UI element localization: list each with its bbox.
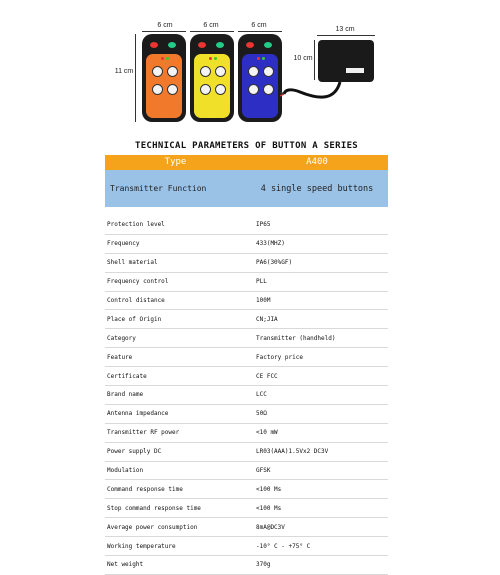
row-value: PA6(30%GF) bbox=[256, 259, 293, 267]
row-label: Feature bbox=[107, 353, 133, 361]
row-value: CN;JIA bbox=[256, 315, 278, 323]
row-label: Frequency bbox=[107, 240, 140, 248]
start-button-icon bbox=[216, 42, 224, 48]
table-row bbox=[105, 556, 388, 575]
row-value: IP65 bbox=[256, 221, 271, 229]
dim-line-1 bbox=[142, 31, 186, 32]
row-label: Antenna impedance bbox=[107, 410, 169, 418]
led-icon bbox=[257, 57, 260, 60]
row-label: Place of Origin bbox=[107, 315, 162, 323]
led-icon bbox=[262, 57, 265, 60]
dim-width-1: 6 cm bbox=[157, 22, 173, 29]
button-3-icon bbox=[248, 84, 259, 95]
table-row bbox=[105, 235, 388, 254]
table-row bbox=[105, 537, 388, 556]
row-value: 8mA@DC3V bbox=[256, 523, 285, 531]
dim-receiver-height: 10 cm bbox=[293, 55, 313, 62]
start-button-icon bbox=[264, 42, 272, 48]
button-4-icon bbox=[167, 84, 178, 95]
dim-vline-height bbox=[135, 34, 136, 122]
parameter-rows bbox=[105, 216, 388, 575]
stop-button-icon bbox=[198, 42, 206, 48]
button-4-icon bbox=[215, 84, 226, 95]
row-label: Protection level bbox=[107, 221, 165, 229]
remote-yellow-face bbox=[194, 54, 230, 118]
row-value: <10 mW bbox=[256, 429, 278, 437]
table-row bbox=[105, 273, 388, 292]
led-icon bbox=[161, 57, 164, 60]
button-2-icon bbox=[167, 66, 178, 77]
header-type-value: A400 bbox=[306, 157, 328, 167]
table-row bbox=[105, 480, 388, 499]
dim-width-2: 6 cm bbox=[203, 22, 219, 29]
row-label: Category bbox=[107, 334, 136, 342]
table-row bbox=[105, 329, 388, 348]
row-label: Working temperature bbox=[107, 542, 176, 550]
row-value: Factory price bbox=[256, 353, 303, 361]
function-value: 4 single speed buttons bbox=[260, 183, 374, 194]
row-value: -10° C - +75° C bbox=[256, 542, 311, 550]
function-row bbox=[105, 170, 388, 207]
header-type-label: Type bbox=[164, 157, 187, 167]
table-header-row bbox=[105, 155, 388, 170]
row-label: Net weight bbox=[107, 561, 144, 569]
table-row bbox=[105, 292, 388, 311]
dim-line-3 bbox=[238, 31, 282, 32]
row-label: Average power consumption bbox=[107, 523, 198, 531]
stop-button-icon bbox=[150, 42, 158, 48]
led-icon bbox=[214, 57, 217, 60]
table-title: TECHNICAL PARAMETERS OF BUTTON A SERIES bbox=[134, 141, 359, 151]
row-value: <100 Ms bbox=[256, 504, 282, 512]
row-label: Stop command response time bbox=[107, 504, 201, 512]
row-value: 433(MHZ) bbox=[256, 240, 285, 248]
row-value: GFSK bbox=[256, 467, 271, 475]
row-value: LR03(AAA)1.5Vx2 DC3V bbox=[256, 448, 329, 456]
stop-button-icon bbox=[246, 42, 254, 48]
function-label: Transmitter Function bbox=[110, 184, 207, 193]
row-label: Shell material bbox=[107, 259, 158, 267]
table-row bbox=[105, 499, 388, 518]
button-3-icon bbox=[152, 84, 163, 95]
row-label: Control distance bbox=[107, 297, 165, 304]
dim-width-3: 6 cm bbox=[251, 22, 267, 29]
button-2-icon bbox=[215, 66, 226, 77]
receiver-cable-icon bbox=[280, 70, 360, 120]
row-label: Transmitter RF power bbox=[107, 429, 180, 437]
row-value: PLL bbox=[256, 278, 267, 286]
remote-blue bbox=[238, 34, 282, 122]
remote-yellow bbox=[190, 34, 234, 122]
led-icon bbox=[209, 57, 212, 60]
row-value: CE FCC bbox=[256, 372, 278, 380]
button-4-icon bbox=[263, 84, 274, 95]
table-row bbox=[105, 424, 388, 443]
dim-receiver-width: 13 cm bbox=[335, 26, 355, 33]
dim-height: 11 cm bbox=[114, 68, 134, 75]
button-2-icon bbox=[263, 66, 274, 77]
row-label: Modulation bbox=[107, 467, 144, 475]
row-value: <100 Ms bbox=[256, 485, 282, 493]
row-value: Transmitter (handheld) bbox=[256, 334, 336, 342]
dim-line-receiver bbox=[317, 35, 375, 36]
table-row bbox=[105, 216, 388, 235]
row-label: Frequency control bbox=[107, 278, 169, 286]
table-row bbox=[105, 367, 388, 386]
product-image bbox=[0, 0, 500, 130]
table-row bbox=[105, 386, 388, 405]
table-row bbox=[105, 348, 388, 367]
led-icon bbox=[166, 57, 169, 60]
table-row bbox=[105, 518, 388, 537]
table-row bbox=[105, 462, 388, 481]
remote-orange-face bbox=[146, 54, 182, 118]
row-value: LCC bbox=[256, 391, 267, 399]
table-row bbox=[105, 405, 388, 424]
table-row bbox=[105, 310, 388, 329]
row-label: Power supply DC bbox=[107, 448, 162, 456]
table-row bbox=[105, 443, 388, 462]
row-value: 50Ω bbox=[256, 410, 267, 418]
row-value: 100M bbox=[256, 297, 271, 304]
row-label: Certificate bbox=[107, 372, 147, 380]
parameters-table bbox=[105, 138, 388, 575]
table-row bbox=[105, 254, 388, 273]
remote-orange bbox=[142, 34, 186, 122]
button-3-icon bbox=[200, 84, 211, 95]
button-1-icon bbox=[152, 66, 163, 77]
button-1-icon bbox=[248, 66, 259, 77]
row-value: 370g bbox=[256, 561, 271, 569]
dim-line-2 bbox=[190, 31, 234, 32]
button-1-icon bbox=[200, 66, 211, 77]
row-label: Brand name bbox=[107, 391, 144, 399]
row-label: Command response time bbox=[107, 485, 183, 493]
remote-blue-face bbox=[242, 54, 278, 118]
start-button-icon bbox=[168, 42, 176, 48]
